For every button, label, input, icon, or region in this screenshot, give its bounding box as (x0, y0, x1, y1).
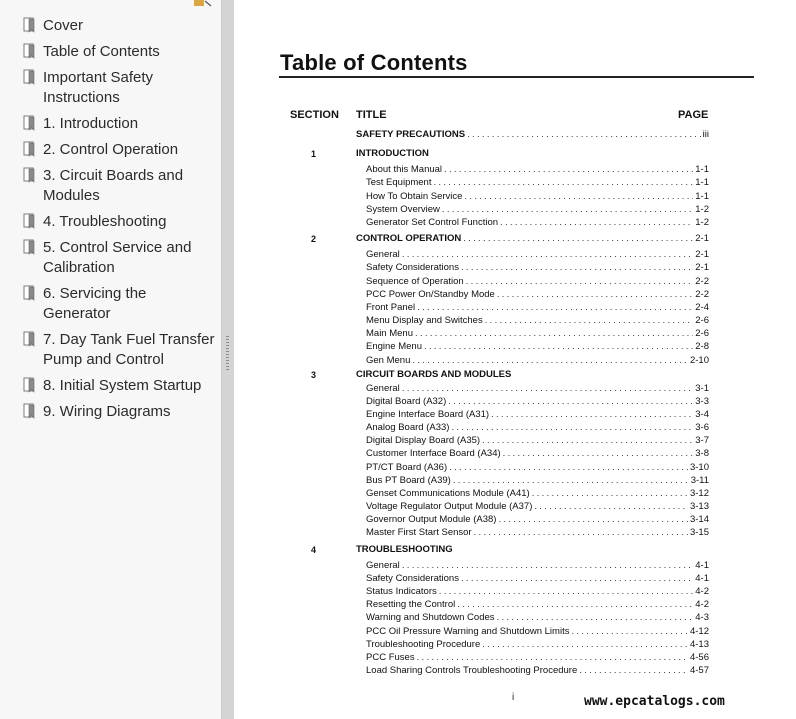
toc-entry-row[interactable] (366, 527, 709, 539)
toc-leader-dots (402, 249, 693, 261)
toc-page-number: 3-11 (690, 475, 709, 486)
toc-entry-row[interactable] (366, 177, 709, 189)
bookmark-icon (23, 331, 37, 349)
toc-entry-title: PCC Oil Pressure Warning and Shutdown Limits (366, 626, 570, 637)
toc-section-number: 4 (311, 545, 317, 555)
toc-entry-row[interactable] (366, 422, 709, 434)
toc-leader-dots (448, 396, 693, 408)
toc-page-number: 1-1 (695, 177, 709, 188)
toc-leader-dots (461, 262, 693, 274)
bookmark-label: Table of Contents (43, 43, 160, 60)
bookmark-icon (23, 17, 37, 35)
toc-entry-row[interactable] (366, 249, 709, 261)
toc-entry-title: INTRODUCTION (356, 148, 429, 159)
toc-leader-dots (417, 652, 688, 664)
toc-entry-title: Troubleshooting Procedure (366, 639, 481, 650)
bookmark-item[interactable] (0, 238, 222, 278)
toc-page-number: 3-1 (695, 383, 709, 394)
toc-chapter-row[interactable] (311, 148, 709, 160)
toc-entry-row[interactable] (366, 191, 709, 203)
bookmark-icon (23, 43, 37, 61)
toc-entry-row[interactable] (366, 302, 709, 314)
toc-leader-dots (467, 129, 701, 141)
watermark: www.epcatalogs.com (584, 694, 725, 709)
bookmark-list (0, 16, 222, 428)
toc-entry-title: PCC Power On/Standby Mode (366, 289, 495, 300)
toc-page-number: 4-3 (695, 612, 709, 623)
toc-page-number: 3-4 (695, 409, 709, 420)
toc-page-number: 3-12 (689, 488, 709, 499)
toc-entry-title: General (366, 249, 400, 260)
toc-page-number: 2-2 (695, 289, 709, 300)
bookmark-item[interactable] (0, 42, 222, 62)
bookmark-icon (23, 285, 37, 303)
toc-leader-dots (412, 355, 688, 367)
toc-page-number: 3-3 (695, 396, 709, 407)
toc-entry-title: Menu Display and Switches (366, 315, 483, 326)
toc-page-number: 1-2 (695, 217, 709, 228)
bookmarks-panel (0, 0, 222, 719)
bookmark-label: 8. Initial System Startup (43, 377, 202, 394)
toc-entry-title: Master First Start Sensor (366, 527, 472, 538)
toc-entry-title: About this Manual (366, 164, 443, 175)
bookmark-icon (23, 115, 37, 133)
toc-leader-dots (474, 527, 688, 539)
toc-entry-row[interactable] (366, 289, 709, 301)
toc-entry-title: System Overview (366, 204, 440, 215)
toc-leader-dots (402, 560, 693, 572)
toc-entry-row[interactable] (366, 639, 709, 651)
toc-page-number: 2-1 (695, 233, 709, 244)
toc-page-number: 2-1 (695, 249, 709, 260)
toc-entry-row[interactable] (366, 475, 709, 487)
toc-entry-title: CONTROL OPERATION (356, 233, 462, 244)
toc-entry-row[interactable] (366, 262, 709, 274)
toc-entry-title: Engine Menu (366, 341, 422, 352)
toc-page-number: 2-6 (695, 328, 709, 339)
toc-page-number: 1-1 (695, 191, 709, 202)
bookmark-label: 3. Circuit Boards and Modules (43, 167, 184, 204)
toc-entry-row[interactable] (366, 217, 709, 229)
toc-chapter-row[interactable] (356, 129, 709, 141)
toc-page-number: iii (702, 129, 709, 140)
toc-leader-dots (464, 191, 693, 203)
toc-list (234, 0, 796, 719)
toc-leader-dots (497, 612, 694, 624)
bookmark-label: 9. Wiring Diagrams (43, 403, 171, 420)
toc-entry-title: TROUBLESHOOTING (356, 544, 453, 555)
toc-leader-dots (417, 302, 693, 314)
toc-page-number: 3-10 (689, 462, 709, 473)
toc-entry-title: General (366, 383, 400, 394)
toc-entry-title: Governor Output Module (A38) (366, 514, 497, 525)
bookmark-label: 2. Control Operation (43, 141, 179, 158)
page-column-header: PAGE (678, 109, 709, 121)
toc-leader-dots (424, 341, 693, 353)
toc-entry-title: Bus PT Board (A39) (366, 475, 451, 486)
toc-entry-title: Genset Communications Module (A41) (366, 488, 530, 499)
toc-leader-dots (498, 514, 688, 526)
bookmark-item[interactable] (0, 212, 222, 232)
bookmark-icon (23, 167, 37, 185)
toc-entry-title: SAFETY PRECAUTIONS (356, 129, 466, 140)
toc-leader-dots (571, 626, 688, 638)
toc-leader-dots (532, 488, 688, 500)
toc-leader-dots (491, 409, 693, 421)
toc-entry-title: Resetting the Control (366, 599, 456, 610)
toc-entry-row[interactable] (366, 599, 709, 611)
bookmark-label: Cover (43, 17, 84, 34)
toc-section-number: 2 (311, 234, 317, 244)
bookmark-label: 5. Control Service and Calibration (43, 239, 192, 276)
toc-leader-dots (442, 204, 693, 216)
page-title: Table of Contents (280, 50, 468, 75)
bookmark-icon (23, 403, 37, 421)
bookmark-label: 4. Troubleshooting (43, 213, 167, 230)
toc-entry-row[interactable] (366, 204, 709, 216)
toc-leader-dots (534, 501, 688, 513)
toc-leader-dots (482, 639, 688, 651)
toc-entry-row[interactable] (366, 383, 709, 395)
bookmark-label: 6. Servicing the Generator (43, 285, 147, 322)
toc-section-number: 1 (311, 149, 317, 159)
toc-page-number: 4-2 (695, 586, 709, 597)
toc-entry-row[interactable] (366, 665, 709, 677)
toc-entry-title: Test Equipment (366, 177, 432, 188)
toc-entry-row[interactable] (366, 612, 709, 624)
toc-leader-dots (439, 586, 694, 598)
toc-entry-row[interactable] (366, 514, 709, 526)
toc-entry-title: PT/CT Board (A36) (366, 462, 448, 473)
bookmark-label: 1. Introduction (43, 115, 139, 132)
toc-page-number: 4-2 (695, 599, 709, 610)
toc-entry-row[interactable] (366, 341, 709, 353)
bookmark-item[interactable] (0, 16, 222, 36)
toc-leader-dots (463, 233, 693, 245)
toc-entry-title: How To Obtain Service (366, 191, 463, 202)
bookmark-label: Important Safety Instructions (43, 69, 154, 106)
panel-splitter[interactable] (222, 0, 234, 719)
bookmark-icon (23, 213, 37, 231)
toc-entry-title: PCC Fuses (366, 652, 415, 663)
toc-page-number: 2-10 (689, 355, 709, 366)
bookmark-item[interactable] (0, 140, 222, 160)
toc-entry-title: Sequence of Operation (366, 276, 464, 287)
toc-entry-title: Front Panel (366, 302, 416, 313)
toc-page-number: 2-2 (695, 276, 709, 287)
bookmark-icon (23, 141, 37, 159)
bookmark-icon (23, 239, 37, 257)
toc-entry-title: Load Sharing Controls Troubleshooting Procedure (366, 665, 578, 676)
toc-entry-row[interactable] (366, 501, 709, 513)
toc-page-number: 3-7 (695, 435, 709, 446)
toc-entry-title: Safety Considerations (366, 573, 459, 584)
toc-entry-title: Gen Menu (366, 355, 411, 366)
toc-page-number: 4-12 (689, 626, 709, 637)
toc-entry-title: Generator Set Control Function (366, 217, 499, 228)
toc-leader-dots (579, 665, 688, 677)
toc-page-number: 2-8 (695, 341, 709, 352)
toc-entry-title: Warning and Shutdown Codes (366, 612, 495, 623)
toc-entry-row[interactable] (366, 448, 709, 460)
toc-leader-dots (449, 462, 688, 474)
toc-leader-dots (461, 573, 693, 585)
title-column-header: TITLE (356, 109, 387, 121)
toc-entry-row[interactable] (366, 488, 709, 500)
bookmark-item[interactable] (0, 68, 222, 108)
section-column-header: SECTION (290, 109, 339, 121)
bookmark-label: 7. Day Tank Fuel Transfer Pump and Control (43, 331, 215, 368)
bookmark-item[interactable] (0, 166, 222, 206)
toc-entry-title: Main Menu (366, 328, 413, 339)
toc-leader-dots (482, 435, 693, 447)
toc-leader-dots (433, 177, 693, 189)
document-page (234, 0, 796, 719)
bookmark-item[interactable] (0, 402, 222, 422)
toc-page-number: 1-2 (695, 204, 709, 215)
toc-entry-title: Digital Board (A32) (366, 396, 447, 407)
toc-leader-dots (444, 164, 693, 176)
toc-leader-dots (402, 383, 693, 395)
toc-page-number: 2-6 (695, 315, 709, 326)
bookmark-icon (23, 377, 37, 395)
toc-leader-dots (466, 276, 694, 288)
toc-leader-dots (500, 217, 693, 229)
toc-entry-title: Status Indicators (366, 586, 437, 597)
toc-chapter-row[interactable] (311, 369, 709, 381)
toc-entry-title: CIRCUIT BOARDS AND MODULES (356, 369, 512, 380)
toc-entry-row[interactable] (366, 276, 709, 288)
toc-page-number: 3-8 (695, 448, 709, 459)
toc-entry-title: General (366, 560, 400, 571)
toc-page-number: 3-13 (689, 501, 709, 512)
bookmark-item[interactable] (0, 284, 222, 324)
toc-entry-row[interactable] (366, 462, 709, 474)
toc-page-number: 3-15 (689, 527, 709, 538)
toc-leader-dots (453, 475, 689, 487)
toc-page-number: 3-6 (695, 422, 709, 433)
toc-entry-row[interactable] (366, 328, 709, 340)
toc-leader-dots (497, 289, 693, 301)
toc-entry-row[interactable] (366, 409, 709, 421)
toc-page-number: 3-14 (689, 514, 709, 525)
toc-entry-row[interactable] (366, 355, 709, 367)
toc-entry-row[interactable] (366, 164, 709, 176)
toc-page-number: 4-13 (689, 639, 709, 650)
toc-leader-dots (457, 599, 693, 611)
toc-page-number: 4-1 (695, 573, 709, 584)
toc-entry-row[interactable] (366, 560, 709, 572)
bookmark-item[interactable] (0, 114, 222, 134)
toc-leader-dots (503, 448, 694, 460)
toc-page-number: 1-1 (695, 164, 709, 175)
toc-leader-dots (415, 328, 693, 340)
toc-entry-row[interactable] (366, 435, 709, 447)
toc-page-number: 4-1 (695, 560, 709, 571)
toc-entry-title: Digital Display Board (A35) (366, 435, 481, 446)
toc-page-number: 2-4 (695, 302, 709, 313)
bookmark-icon (23, 69, 37, 87)
toc-chapter-row[interactable] (311, 544, 709, 556)
toc-leader-dots (485, 315, 694, 327)
bookmark-options-icon[interactable] (194, 0, 212, 7)
toc-page-number: 4-56 (689, 652, 709, 663)
toc-leader-dots (451, 422, 693, 434)
toc-chapter-row[interactable] (311, 233, 709, 245)
toc-entry-row[interactable] (366, 396, 709, 408)
toc-entry-row[interactable] (366, 573, 709, 585)
splitter-grip[interactable] (226, 336, 229, 370)
toc-entry-title: Voltage Regulator Output Module (A37) (366, 501, 533, 512)
page-number: i (512, 692, 515, 703)
toc-entry-row[interactable] (366, 586, 709, 598)
toc-entry-title: Analog Board (A33) (366, 422, 450, 433)
toc-entry-row[interactable] (366, 315, 709, 327)
toc-page-number: 4-57 (689, 665, 709, 676)
toc-section-number: 3 (311, 370, 317, 380)
bookmark-item[interactable] (0, 376, 222, 396)
toc-entry-title: Customer Interface Board (A34) (366, 448, 501, 459)
toc-entry-title: Engine Interface Board (A31) (366, 409, 490, 420)
toc-entry-row[interactable] (366, 626, 709, 638)
toc-entry-row[interactable] (366, 652, 709, 664)
toc-page-number: 2-1 (695, 262, 709, 273)
bookmark-item[interactable] (0, 330, 222, 370)
toc-entry-title: Safety Considerations (366, 262, 459, 273)
